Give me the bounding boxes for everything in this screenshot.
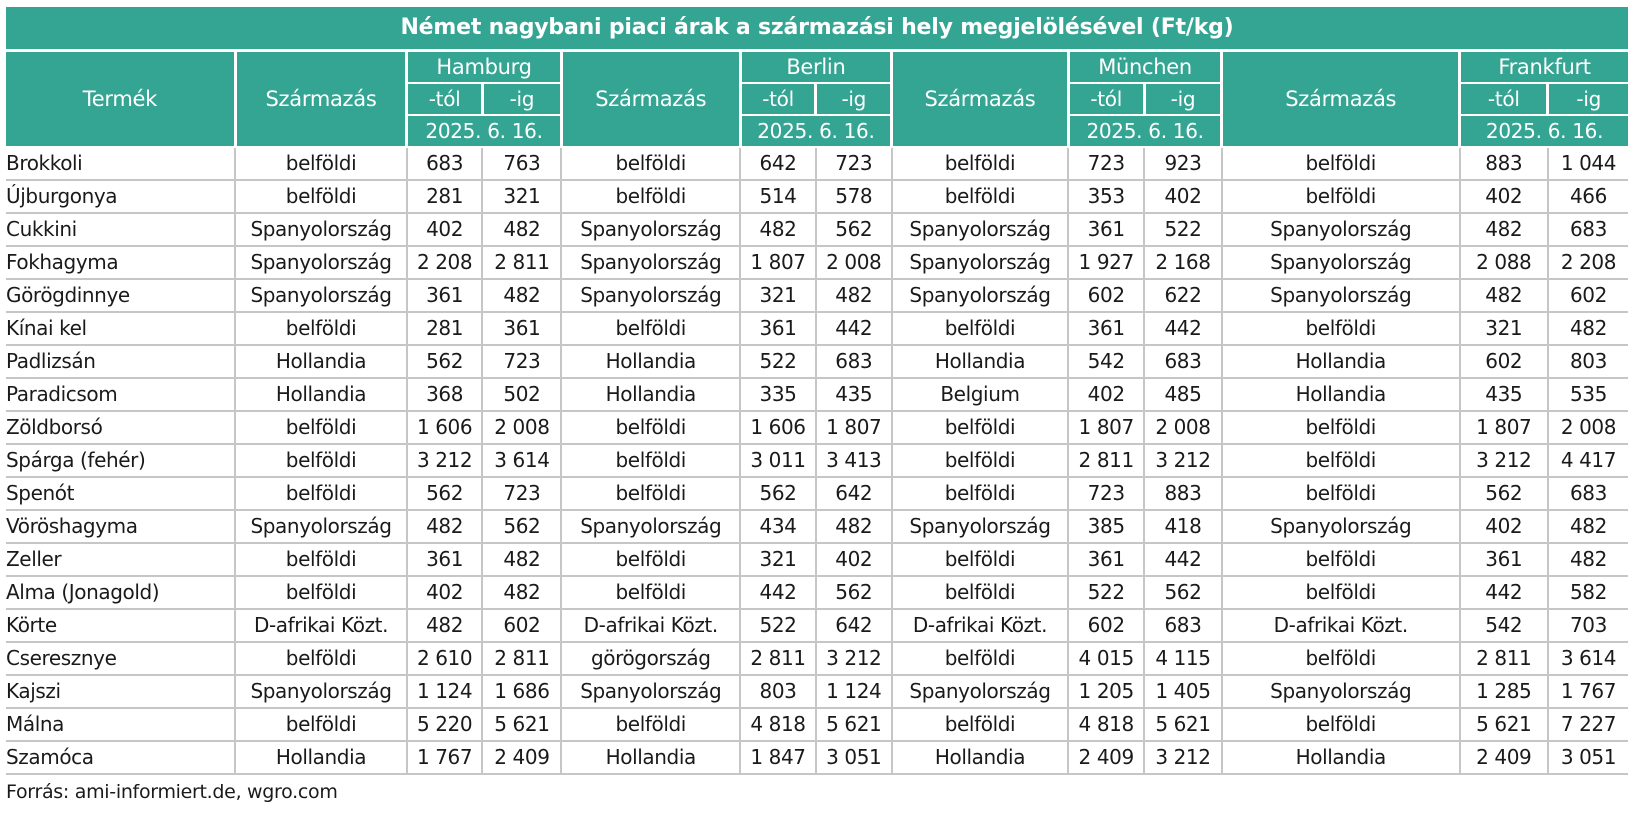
- product-cell: Fokhagyma: [6, 246, 235, 279]
- header-date-frankfurt: 2025. 6. 16.: [1460, 115, 1628, 147]
- price-to-cell: 2 168: [1144, 246, 1222, 279]
- origin-cell: Hollandia: [561, 741, 740, 774]
- price-to-cell: 683: [1144, 609, 1222, 642]
- price-from-cell: 402: [1460, 510, 1548, 543]
- price-to-cell: 883: [1144, 477, 1222, 510]
- origin-cell: Spanyolország: [235, 675, 406, 708]
- price-to-cell: 2 811: [482, 246, 561, 279]
- price-from-cell: 683: [407, 147, 483, 180]
- price-to-cell: 4 417: [1548, 444, 1628, 477]
- price-table: [6, 52, 1628, 775]
- origin-cell: belföldi: [561, 312, 740, 345]
- header-city-hamburg: Hamburg: [407, 52, 562, 83]
- price-to-cell: 703: [1548, 609, 1628, 642]
- product-cell: Kínai kel: [6, 312, 235, 345]
- price-to-cell: 482: [482, 279, 561, 312]
- header-date-munchen: 2025. 6. 16.: [1068, 115, 1222, 147]
- origin-cell: belföldi: [892, 411, 1069, 444]
- price-to-cell: 3 212: [816, 642, 892, 675]
- price-from-cell: 2 811: [1460, 642, 1548, 675]
- product-cell: Újburgonya: [6, 180, 235, 213]
- price-from-cell: 883: [1460, 147, 1548, 180]
- price-from-cell: 723: [1068, 477, 1144, 510]
- product-cell: Cukkini: [6, 213, 235, 246]
- product-cell: Zöldborsó: [6, 411, 235, 444]
- origin-cell: Spanyolország: [235, 510, 406, 543]
- price-from-cell: 562: [740, 477, 816, 510]
- origin-cell: belföldi: [235, 147, 406, 180]
- price-to-cell: 562: [1144, 576, 1222, 609]
- origin-cell: belföldi: [561, 477, 740, 510]
- origin-cell: Spanyolország: [1222, 279, 1460, 312]
- price-from-cell: 1 847: [740, 741, 816, 774]
- header-origin-hamburg: Származás: [235, 52, 406, 147]
- origin-cell: belföldi: [561, 147, 740, 180]
- origin-cell: Spanyolország: [235, 213, 406, 246]
- price-to-cell: 763: [482, 147, 561, 180]
- origin-cell: belföldi: [235, 411, 406, 444]
- price-from-cell: 602: [1460, 345, 1548, 378]
- price-from-cell: 361: [1460, 543, 1548, 576]
- price-to-cell: 482: [482, 213, 561, 246]
- price-to-cell: 582: [1548, 576, 1628, 609]
- price-to-cell: 1 807: [816, 411, 892, 444]
- origin-cell: Spanyolország: [561, 510, 740, 543]
- price-from-cell: 368: [407, 378, 483, 411]
- price-to-cell: 482: [482, 576, 561, 609]
- product-cell: Brokkoli: [6, 147, 235, 180]
- price-to-cell: 418: [1144, 510, 1222, 543]
- table-row: [6, 477, 1628, 510]
- table-row: [6, 246, 1628, 279]
- price-from-cell: 1 606: [740, 411, 816, 444]
- table-row: [6, 444, 1628, 477]
- price-from-cell: 542: [1068, 345, 1144, 378]
- price-from-cell: 5 621: [1460, 708, 1548, 741]
- product-cell: Alma (Jonagold): [6, 576, 235, 609]
- price-to-cell: 522: [1144, 213, 1222, 246]
- price-from-cell: 2 409: [1068, 741, 1144, 774]
- price-to-cell: 723: [482, 477, 561, 510]
- price-to-cell: 5 621: [1144, 708, 1222, 741]
- product-cell: Körte: [6, 609, 235, 642]
- origin-cell: belföldi: [892, 147, 1069, 180]
- price-to-cell: 642: [816, 609, 892, 642]
- price-to-cell: 2 008: [1144, 411, 1222, 444]
- origin-cell: belföldi: [561, 180, 740, 213]
- price-from-cell: 402: [407, 576, 483, 609]
- origin-cell: Spanyolország: [1222, 510, 1460, 543]
- price-to-cell: 321: [482, 180, 561, 213]
- header-from-hamburg: -tól: [407, 83, 483, 115]
- product-cell: Vöröshagyma: [6, 510, 235, 543]
- header-origin-frankfurt: Származás: [1222, 52, 1460, 147]
- price-to-cell: 642: [816, 477, 892, 510]
- origin-cell: Spanyolország: [561, 213, 740, 246]
- product-cell: Kajszi: [6, 675, 235, 708]
- price-from-cell: 281: [407, 180, 483, 213]
- table-body: [6, 147, 1628, 774]
- price-to-cell: 683: [1144, 345, 1222, 378]
- price-from-cell: 514: [740, 180, 816, 213]
- product-cell: Szamóca: [6, 741, 235, 774]
- table-title: Német nagybani piaci árak a származási hely megjelölésével (Ft/kg): [6, 7, 1628, 52]
- origin-cell: Spanyolország: [235, 279, 406, 312]
- table-row: [6, 147, 1628, 180]
- origin-cell: Hollandia: [1222, 741, 1460, 774]
- origin-cell: Spanyolország: [561, 279, 740, 312]
- price-from-cell: 642: [740, 147, 816, 180]
- origin-cell: Spanyolország: [561, 246, 740, 279]
- origin-cell: belföldi: [235, 444, 406, 477]
- price-to-cell: 1 686: [482, 675, 561, 708]
- origin-cell: belföldi: [235, 312, 406, 345]
- price-from-cell: 1 927: [1068, 246, 1144, 279]
- price-to-cell: 2 008: [482, 411, 561, 444]
- price-from-cell: 1 205: [1068, 675, 1144, 708]
- price-from-cell: 2 610: [407, 642, 483, 675]
- price-from-cell: 1 124: [407, 675, 483, 708]
- table-row: [6, 642, 1628, 675]
- price-to-cell: 482: [482, 543, 561, 576]
- product-cell: Spárga (fehér): [6, 444, 235, 477]
- header-from-frankfurt: -tól: [1460, 83, 1548, 115]
- header-from-berlin: -tól: [740, 83, 816, 115]
- price-from-cell: 542: [1460, 609, 1548, 642]
- header-city-berlin: Berlin: [740, 52, 891, 83]
- price-from-cell: 1 807: [1460, 411, 1548, 444]
- product-cell: Cseresznye: [6, 642, 235, 675]
- origin-cell: Spanyolország: [1222, 246, 1460, 279]
- price-to-cell: 442: [1144, 312, 1222, 345]
- table-row: [6, 609, 1628, 642]
- origin-cell: belföldi: [561, 543, 740, 576]
- price-to-cell: 5 621: [816, 708, 892, 741]
- price-to-cell: 4 115: [1144, 642, 1222, 675]
- origin-cell: belföldi: [892, 312, 1069, 345]
- price-to-cell: 3 614: [482, 444, 561, 477]
- table-row: [6, 510, 1628, 543]
- table-row: [6, 543, 1628, 576]
- price-to-cell: 723: [816, 147, 892, 180]
- origin-cell: belföldi: [561, 411, 740, 444]
- origin-cell: belföldi: [1222, 444, 1460, 477]
- price-from-cell: 522: [1068, 576, 1144, 609]
- price-from-cell: 562: [407, 477, 483, 510]
- origin-cell: belföldi: [235, 543, 406, 576]
- price-to-cell: 5 621: [482, 708, 561, 741]
- origin-cell: Hollandia: [1222, 378, 1460, 411]
- price-to-cell: 502: [482, 378, 561, 411]
- origin-cell: belföldi: [235, 708, 406, 741]
- price-from-cell: 353: [1068, 180, 1144, 213]
- price-to-cell: 3 212: [1144, 444, 1222, 477]
- price-from-cell: 361: [740, 312, 816, 345]
- price-to-cell: 602: [482, 609, 561, 642]
- price-from-cell: 522: [740, 609, 816, 642]
- price-to-cell: 1 767: [1548, 675, 1628, 708]
- price-from-cell: 402: [407, 213, 483, 246]
- origin-cell: belföldi: [235, 477, 406, 510]
- price-to-cell: 485: [1144, 378, 1222, 411]
- price-from-cell: 482: [1460, 279, 1548, 312]
- price-from-cell: 335: [740, 378, 816, 411]
- header-city-munchen: München: [1068, 52, 1222, 83]
- origin-cell: Hollandia: [892, 741, 1069, 774]
- origin-cell: Hollandia: [235, 378, 406, 411]
- price-to-cell: 683: [1548, 477, 1628, 510]
- table-row: [6, 741, 1628, 774]
- price-to-cell: 578: [816, 180, 892, 213]
- price-from-cell: 723: [1068, 147, 1144, 180]
- origin-cell: belföldi: [1222, 312, 1460, 345]
- origin-cell: Spanyolország: [1222, 213, 1460, 246]
- price-to-cell: 482: [816, 510, 892, 543]
- price-to-cell: 683: [816, 345, 892, 378]
- origin-cell: belföldi: [561, 576, 740, 609]
- product-cell: Padlizsán: [6, 345, 235, 378]
- price-to-cell: 683: [1548, 213, 1628, 246]
- price-to-cell: 622: [1144, 279, 1222, 312]
- origin-cell: D-afrikai Közt.: [1222, 609, 1460, 642]
- price-to-cell: 803: [1548, 345, 1628, 378]
- price-from-cell: 402: [1460, 180, 1548, 213]
- origin-cell: belföldi: [235, 576, 406, 609]
- price-to-cell: 3 051: [816, 741, 892, 774]
- origin-cell: Spanyolország: [1222, 675, 1460, 708]
- price-from-cell: 361: [407, 279, 483, 312]
- source-note: Forrás: ami-informiert.de, wgro.com: [6, 781, 338, 803]
- origin-cell: belföldi: [892, 708, 1069, 741]
- price-to-cell: 3 212: [1144, 741, 1222, 774]
- table-row: [6, 675, 1628, 708]
- price-from-cell: 361: [1068, 312, 1144, 345]
- price-from-cell: 602: [1068, 279, 1144, 312]
- origin-cell: belföldi: [892, 543, 1069, 576]
- origin-cell: belföldi: [235, 642, 406, 675]
- header-from-munchen: -tól: [1068, 83, 1144, 115]
- product-cell: Spenót: [6, 477, 235, 510]
- origin-cell: Hollandia: [1222, 345, 1460, 378]
- price-from-cell: 1 606: [407, 411, 483, 444]
- price-from-cell: 402: [1068, 378, 1144, 411]
- price-from-cell: 361: [1068, 543, 1144, 576]
- price-from-cell: 1 807: [740, 246, 816, 279]
- origin-cell: belföldi: [1222, 147, 1460, 180]
- price-from-cell: 482: [1460, 213, 1548, 246]
- table-row: [6, 213, 1628, 246]
- price-to-cell: 723: [482, 345, 561, 378]
- table-row: [6, 279, 1628, 312]
- price-to-cell: 3 051: [1548, 741, 1628, 774]
- price-from-cell: 5 220: [407, 708, 483, 741]
- price-from-cell: 1 767: [407, 741, 483, 774]
- origin-cell: Spanyolország: [892, 213, 1069, 246]
- table-row: [6, 180, 1628, 213]
- price-to-cell: 361: [482, 312, 561, 345]
- price-to-cell: 3 614: [1548, 642, 1628, 675]
- origin-cell: Spanyolország: [892, 279, 1069, 312]
- origin-cell: D-afrikai Közt.: [892, 609, 1069, 642]
- header-origin-berlin: Származás: [561, 52, 740, 147]
- price-from-cell: 361: [407, 543, 483, 576]
- price-to-cell: 562: [816, 213, 892, 246]
- origin-cell: Hollandia: [235, 741, 406, 774]
- origin-cell: görögország: [561, 642, 740, 675]
- product-cell: Paradicsom: [6, 378, 235, 411]
- origin-cell: belföldi: [561, 444, 740, 477]
- price-from-cell: 562: [407, 345, 483, 378]
- price-to-cell: 7 227: [1548, 708, 1628, 741]
- price-table-container: [6, 7, 1628, 803]
- price-from-cell: 1 807: [1068, 411, 1144, 444]
- product-cell: Zeller: [6, 543, 235, 576]
- table-row: [6, 345, 1628, 378]
- price-to-cell: 1 124: [816, 675, 892, 708]
- price-from-cell: 482: [407, 609, 483, 642]
- price-to-cell: 435: [816, 378, 892, 411]
- origin-cell: Belgium: [892, 378, 1069, 411]
- price-to-cell: 402: [816, 543, 892, 576]
- price-from-cell: 4 015: [1068, 642, 1144, 675]
- product-cell: Málna: [6, 708, 235, 741]
- price-to-cell: 602: [1548, 279, 1628, 312]
- origin-cell: belföldi: [892, 576, 1069, 609]
- price-from-cell: 442: [1460, 576, 1548, 609]
- price-to-cell: 2 811: [482, 642, 561, 675]
- price-from-cell: 361: [1068, 213, 1144, 246]
- price-to-cell: 2 008: [816, 246, 892, 279]
- table-row: [6, 708, 1628, 741]
- price-from-cell: 482: [407, 510, 483, 543]
- header-city-frankfurt: Frankfurt: [1460, 52, 1628, 83]
- price-from-cell: 1 285: [1460, 675, 1548, 708]
- header-origin-munchen: Származás: [892, 52, 1069, 147]
- price-from-cell: 434: [740, 510, 816, 543]
- price-to-cell: 442: [816, 312, 892, 345]
- product-cell: Görögdinnye: [6, 279, 235, 312]
- origin-cell: Hollandia: [561, 345, 740, 378]
- origin-cell: belföldi: [892, 180, 1069, 213]
- price-from-cell: 281: [407, 312, 483, 345]
- price-to-cell: 2 208: [1548, 246, 1628, 279]
- price-from-cell: 3 212: [1460, 444, 1548, 477]
- price-from-cell: 4 818: [740, 708, 816, 741]
- price-to-cell: 562: [816, 576, 892, 609]
- origin-cell: Hollandia: [235, 345, 406, 378]
- price-to-cell: 482: [1548, 510, 1628, 543]
- price-from-cell: 321: [1460, 312, 1548, 345]
- origin-cell: belföldi: [1222, 543, 1460, 576]
- origin-cell: belföldi: [561, 708, 740, 741]
- price-to-cell: 482: [816, 279, 892, 312]
- price-from-cell: 321: [740, 279, 816, 312]
- header-to-berlin: -ig: [816, 83, 892, 115]
- price-to-cell: 482: [1548, 543, 1628, 576]
- price-to-cell: 562: [482, 510, 561, 543]
- table-row: [6, 411, 1628, 444]
- price-from-cell: 3 212: [407, 444, 483, 477]
- price-to-cell: 402: [1144, 180, 1222, 213]
- price-to-cell: 2 409: [482, 741, 561, 774]
- price-from-cell: 2 811: [1068, 444, 1144, 477]
- header-to-frankfurt: -ig: [1548, 83, 1628, 115]
- origin-cell: D-afrikai Közt.: [561, 609, 740, 642]
- price-from-cell: 803: [740, 675, 816, 708]
- origin-cell: belföldi: [1222, 576, 1460, 609]
- origin-cell: Spanyolország: [561, 675, 740, 708]
- origin-cell: belföldi: [1222, 180, 1460, 213]
- header-product: Termék: [6, 52, 235, 147]
- header-to-hamburg: -ig: [482, 83, 561, 115]
- origin-cell: Spanyolország: [235, 246, 406, 279]
- origin-cell: D-afrikai Közt.: [235, 609, 406, 642]
- origin-cell: belföldi: [1222, 411, 1460, 444]
- origin-cell: belföldi: [235, 180, 406, 213]
- price-to-cell: 466: [1548, 180, 1628, 213]
- price-from-cell: 2 409: [1460, 741, 1548, 774]
- price-from-cell: 2 811: [740, 642, 816, 675]
- price-from-cell: 522: [740, 345, 816, 378]
- price-to-cell: 3 413: [816, 444, 892, 477]
- header-date-berlin: 2025. 6. 16.: [740, 115, 891, 147]
- price-to-cell: 442: [1144, 543, 1222, 576]
- price-to-cell: 482: [1548, 312, 1628, 345]
- origin-cell: Spanyolország: [892, 675, 1069, 708]
- table-row: [6, 312, 1628, 345]
- price-from-cell: 602: [1068, 609, 1144, 642]
- price-from-cell: 385: [1068, 510, 1144, 543]
- origin-cell: belföldi: [892, 477, 1069, 510]
- table-row: [6, 576, 1628, 609]
- table-header: [6, 52, 1628, 147]
- price-from-cell: 4 818: [1068, 708, 1144, 741]
- price-to-cell: 923: [1144, 147, 1222, 180]
- origin-cell: Spanyolország: [892, 246, 1069, 279]
- price-from-cell: 3 011: [740, 444, 816, 477]
- price-to-cell: 1 405: [1144, 675, 1222, 708]
- origin-cell: belföldi: [1222, 708, 1460, 741]
- origin-cell: Spanyolország: [892, 510, 1069, 543]
- price-from-cell: 562: [1460, 477, 1548, 510]
- price-from-cell: 321: [740, 543, 816, 576]
- price-to-cell: 535: [1548, 378, 1628, 411]
- header-to-munchen: -ig: [1144, 83, 1222, 115]
- price-from-cell: 482: [740, 213, 816, 246]
- price-from-cell: 2 088: [1460, 246, 1548, 279]
- header-date-hamburg: 2025. 6. 16.: [407, 115, 562, 147]
- origin-cell: belföldi: [1222, 477, 1460, 510]
- price-to-cell: 2 008: [1548, 411, 1628, 444]
- price-from-cell: 2 208: [407, 246, 483, 279]
- table-row: [6, 378, 1628, 411]
- origin-cell: Hollandia: [892, 345, 1069, 378]
- price-from-cell: 442: [740, 576, 816, 609]
- price-to-cell: 1 044: [1548, 147, 1628, 180]
- origin-cell: belföldi: [892, 444, 1069, 477]
- origin-cell: belföldi: [1222, 642, 1460, 675]
- price-from-cell: 435: [1460, 378, 1548, 411]
- origin-cell: Hollandia: [561, 378, 740, 411]
- origin-cell: belföldi: [892, 642, 1069, 675]
